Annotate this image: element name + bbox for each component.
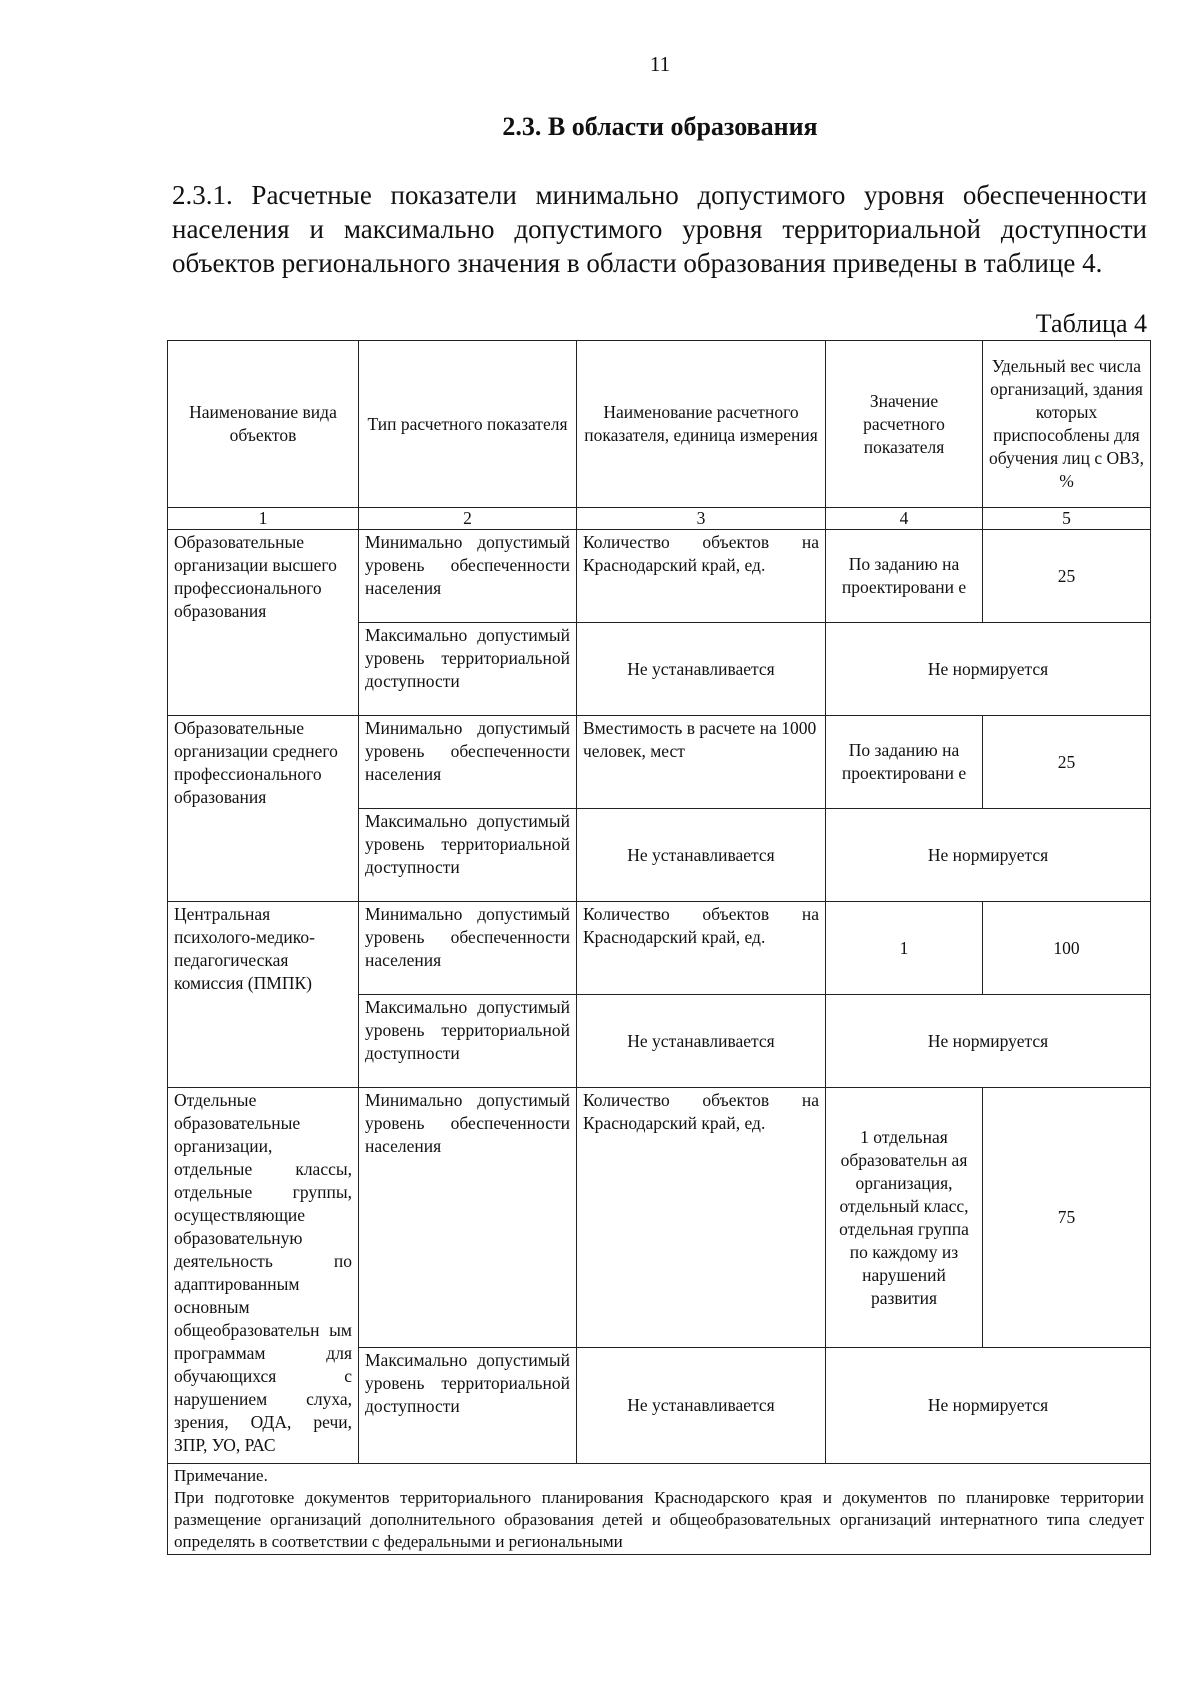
table-row bbox=[168, 902, 1151, 995]
note-cell bbox=[168, 1464, 1151, 1555]
note-row bbox=[168, 1464, 1151, 1555]
section-heading: 2.3. В области образования bbox=[502, 112, 818, 141]
table-row bbox=[168, 716, 1151, 809]
indicator-value-cell: Не нормируется bbox=[826, 995, 1151, 1088]
accessible-share-cell: 75 bbox=[983, 1088, 1151, 1348]
indicator-type-cell: Минимально допустимый уровень обеспеченности населения bbox=[359, 902, 577, 995]
header-indicator-value: Значение расчетного показателя bbox=[826, 341, 983, 508]
column-number: 4 bbox=[826, 508, 983, 530]
indicator-type-cell: Минимально допустимый уровень обеспеченности населения bbox=[359, 530, 577, 623]
indicator-type-cell: Максимально допустимый уровень территориальной доступности bbox=[359, 995, 577, 1088]
indicator-name-cell: Вместимость в расчете на 1000 человек, мест bbox=[577, 716, 826, 809]
accessible-share-cell: 25 bbox=[983, 530, 1151, 623]
accessible-share-cell: 25 bbox=[983, 716, 1151, 809]
note-title: Примечание. bbox=[174, 1466, 268, 1485]
object-name-cell: Образовательные организации высшего профессионального образования bbox=[168, 530, 359, 716]
indicator-value-cell: По заданию на проектировани е bbox=[826, 530, 983, 623]
table-row bbox=[168, 530, 1151, 623]
header-accessible-share: Удельный вес числа организаций, здания которых приспособлены для обучения лиц с ОВЗ, % bbox=[983, 341, 1151, 508]
header-indicator-name: Наименование расчетного показателя, единица измерения bbox=[577, 341, 826, 508]
indicator-type-cell: Максимально допустимый уровень территориальной доступности bbox=[359, 1348, 577, 1464]
indicator-type-cell: Минимально допустимый уровень обеспеченности населения bbox=[359, 716, 577, 809]
indicator-value-cell: Не нормируется bbox=[826, 623, 1151, 716]
note-text: При подготовке документов территориального планирования Краснодарского края и документов по планировке территории размещение организаций дополнительного образования детей и общеобразовательных организаций интернатного типа следует определять в соответствии с федеральными и региональными bbox=[174, 1488, 1144, 1551]
header-indicator-type: Тип расчетного показателя bbox=[359, 341, 577, 508]
indicator-name-cell: Не устанавливается bbox=[577, 995, 826, 1088]
indicator-value-cell: По заданию на проектировани е bbox=[826, 716, 983, 809]
column-number: 2 bbox=[359, 508, 577, 530]
column-number-row bbox=[168, 508, 1151, 530]
indicator-name-cell: Количество объектов на Краснодарский край, ед. bbox=[577, 902, 826, 995]
indicator-name-cell: Не устанавливается bbox=[577, 1348, 826, 1464]
indicator-type-cell: Максимально допустимый уровень территориальной доступности bbox=[359, 623, 577, 716]
indicator-value-cell: Не нормируется bbox=[826, 809, 1151, 902]
table-row bbox=[168, 1088, 1151, 1348]
indicator-type-cell: Максимально допустимый уровень территориальной доступности bbox=[359, 809, 577, 902]
table-header-row bbox=[168, 341, 1151, 508]
indicator-value-cell: Не нормируется bbox=[826, 1348, 1151, 1464]
intro-paragraph: 2.3.1. Расчетные показатели минимально допустимого уровня обеспеченности населения и максимально допустимого уровня территориальной доступности объектов регионального значения в области образования приведены в таблице 4. bbox=[172, 180, 1147, 278]
indicator-name-cell: Количество объектов на Краснодарский край, ед. bbox=[577, 530, 826, 623]
header-object-name: Наименование вида объектов bbox=[168, 341, 359, 508]
indicator-value-cell: 1 bbox=[826, 902, 983, 995]
indicator-value-cell: 1 отдельная образовательн ая организация, отдельный класс, отдельная группа по каждому из нарушений развития bbox=[826, 1088, 983, 1348]
accessible-share-cell: 100 bbox=[983, 902, 1151, 995]
indicator-name-cell: Не устанавливается bbox=[577, 809, 826, 902]
column-number: 1 bbox=[168, 508, 359, 530]
education-indicators-table bbox=[167, 340, 1151, 1555]
indicator-type-cell: Минимально допустимый уровень обеспеченности населения bbox=[359, 1088, 577, 1348]
object-name-cell: Отдельные образовательные организации, отдельные классы, отдельные группы, осуществляющие образовательную деятельность по адаптированным основным общеобразовательн ым программам для обучающихся с нарушением слуха, зрения, ОДА, речи, ЗПР, УО, РАС bbox=[168, 1088, 359, 1464]
object-name-cell: Центральная психолого-медико-педагогическая комиссия (ПМПК) bbox=[168, 902, 359, 1088]
object-name-cell: Образовательные организации среднего профессионального образования bbox=[168, 716, 359, 902]
table-caption: Таблица 4 bbox=[1035, 309, 1147, 338]
column-number: 5 bbox=[983, 508, 1151, 530]
indicator-name-cell: Не устанавливается bbox=[577, 623, 826, 716]
column-number: 3 bbox=[577, 508, 826, 530]
indicator-name-cell: Количество объектов на Краснодарский край, ед. bbox=[577, 1088, 826, 1348]
page-number: 11 bbox=[649, 52, 671, 76]
